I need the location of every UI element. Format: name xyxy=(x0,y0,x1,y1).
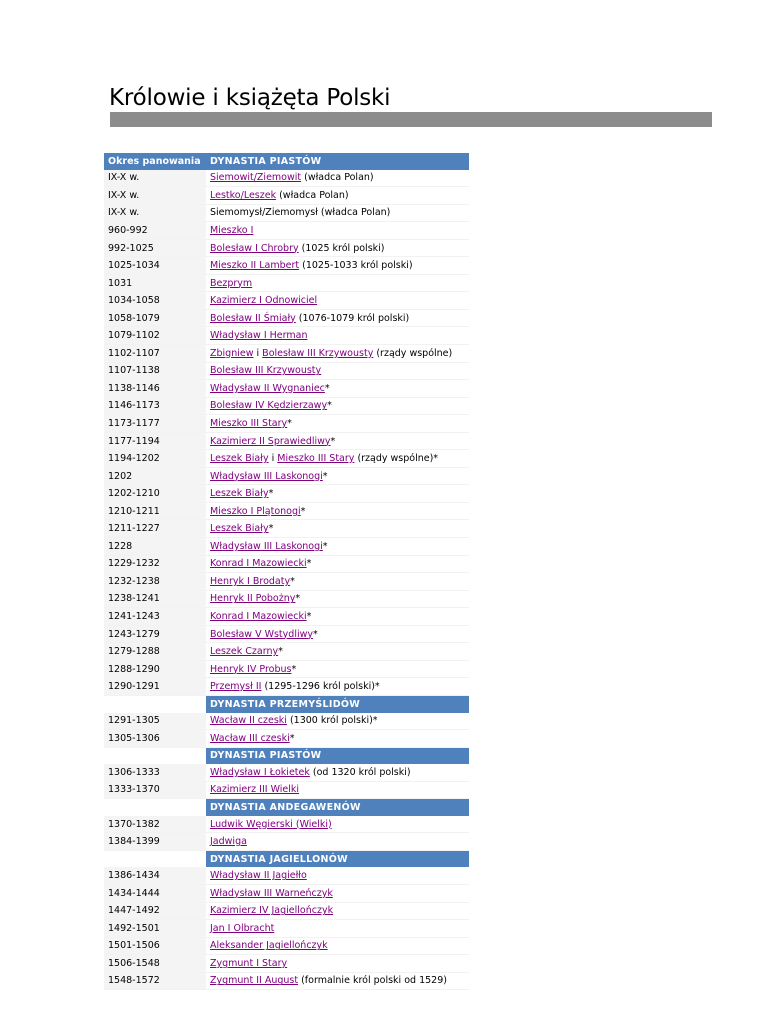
ruler-link[interactable]: Jadwiga xyxy=(210,836,247,848)
ruler-link[interactable]: Leszek Biały xyxy=(210,488,269,500)
table-row xyxy=(104,239,469,257)
ruler-link[interactable]: Bolesław IV Kędzierzawy xyxy=(210,400,328,412)
table-row xyxy=(104,502,469,520)
ruler-cell xyxy=(206,764,469,781)
table-row xyxy=(104,204,469,222)
table-row xyxy=(104,538,469,556)
ruler-cell xyxy=(206,485,469,503)
table-row xyxy=(104,955,469,973)
ruler-link[interactable]: Aleksander Jagiellończyk xyxy=(210,940,328,952)
ruler-cell xyxy=(206,867,469,884)
ruler-note: * xyxy=(289,732,295,744)
table-row xyxy=(104,920,469,938)
table-row xyxy=(104,816,469,833)
ruler-note: i xyxy=(253,347,263,359)
rulers-table xyxy=(104,153,469,990)
period-cell: 1202-1210 xyxy=(104,485,206,503)
ruler-note: (1300 król polski)* xyxy=(286,715,378,727)
ruler-cell xyxy=(206,555,469,573)
ruler-note: * xyxy=(300,505,306,517)
ruler-note: * xyxy=(291,663,297,675)
ruler-cell xyxy=(206,520,469,538)
ruler-link[interactable]: Bolesław V Wstydliwy xyxy=(210,628,313,640)
dynasty-header-row xyxy=(104,153,469,170)
ruler-link[interactable]: Mieszko I Plątonogi xyxy=(210,505,301,517)
ruler-link[interactable]: Mieszko I xyxy=(210,224,254,236)
period-cell: 1386-1434 xyxy=(104,867,206,884)
ruler-note: (1295-1296 król polski)* xyxy=(261,681,380,693)
rulers-table-body xyxy=(104,153,469,990)
table-row xyxy=(104,678,469,696)
dynasty-header: DYNASTIA PIASTÓW xyxy=(206,153,469,170)
ruler-link[interactable]: Siemowit/Ziemowit xyxy=(210,172,302,184)
period-cell: 1107-1138 xyxy=(104,362,206,380)
ruler-cell xyxy=(206,327,469,345)
ruler-note: * xyxy=(290,575,295,587)
ruler-cell xyxy=(206,538,469,556)
period-cell: 1229-1232 xyxy=(104,555,206,573)
ruler-link[interactable]: Władysław II Jagiełło xyxy=(210,870,307,882)
ruler-link[interactable]: Mieszko II Lambert xyxy=(210,260,300,272)
ruler-link[interactable]: Kazimierz IV Jagiellończyk xyxy=(210,905,334,917)
ruler-link[interactable]: Kazimierz I Odnowiciel xyxy=(210,295,318,307)
table-row xyxy=(104,937,469,955)
ruler-cell xyxy=(206,222,469,240)
ruler-cell xyxy=(206,660,469,678)
ruler-link[interactable]: Mieszko III Stary xyxy=(277,453,355,465)
ruler-cell xyxy=(206,432,469,450)
ruler-cell xyxy=(206,955,469,973)
ruler-cell xyxy=(206,345,469,363)
period-cell: 1548-1572 xyxy=(104,972,206,990)
period-cell: 1238-1241 xyxy=(104,590,206,608)
ruler-note: * xyxy=(322,540,328,552)
ruler-cell xyxy=(206,833,469,851)
ruler-link[interactable]: Władysław II Wygnaniec xyxy=(210,382,325,394)
ruler-note: (władca Polan) xyxy=(276,189,349,201)
empty-cell xyxy=(104,850,206,867)
period-cell: 1333-1370 xyxy=(104,781,206,799)
table-row xyxy=(104,972,469,990)
ruler-link[interactable]: Henryk I Brodaty xyxy=(210,575,291,587)
ruler-note: * xyxy=(268,523,274,535)
ruler-link[interactable]: Władysław I Herman xyxy=(210,330,308,342)
dynasty-header: DYNASTIA ANDEGAWENÓW xyxy=(206,799,469,816)
dynasty-header-row xyxy=(104,747,469,764)
ruler-cell xyxy=(206,239,469,257)
ruler-cell xyxy=(206,309,469,327)
period-cell: 1025-1034 xyxy=(104,257,206,275)
ruler-cell xyxy=(206,643,469,661)
ruler-note: * xyxy=(268,488,274,500)
table-row xyxy=(104,590,469,608)
ruler-note: * xyxy=(295,593,301,605)
ruler-cell xyxy=(206,608,469,626)
table-row xyxy=(104,415,469,433)
period-cell: 1146-1173 xyxy=(104,397,206,415)
empty-cell xyxy=(104,799,206,816)
table-row xyxy=(104,292,469,310)
table-row xyxy=(104,730,469,748)
ruler-cell xyxy=(206,902,469,920)
ruler-cell xyxy=(206,590,469,608)
period-cell: 1243-1279 xyxy=(104,625,206,643)
ruler-note: (rządy wspólne) xyxy=(373,347,453,359)
ruler-link[interactable]: Leszek Biały xyxy=(210,523,269,535)
ruler-link[interactable]: Lestko/Leszek xyxy=(210,189,277,201)
ruler-cell xyxy=(206,274,469,292)
ruler-note: * xyxy=(312,628,318,640)
ruler-link[interactable]: Wacław III czeski xyxy=(210,732,290,744)
dynasty-header: DYNASTIA JAGIELLONÓW xyxy=(206,850,469,867)
period-cell: 1211-1227 xyxy=(104,520,206,538)
period-cell: 1034-1058 xyxy=(104,292,206,310)
ruler-link[interactable]: Władysław III Warneńczyk xyxy=(210,887,333,899)
ruler-link[interactable]: Konrad I Mazowiecki xyxy=(210,610,307,622)
dynasty-header: DYNASTIA PRZEMYŚLIDÓW xyxy=(206,695,469,712)
ruler-link[interactable]: Zygmunt II August xyxy=(210,975,299,987)
dynasty-header-row xyxy=(104,695,469,712)
ruler-cell xyxy=(206,972,469,990)
ruler-link[interactable]: Leszek Czarny xyxy=(210,646,279,658)
table-row xyxy=(104,555,469,573)
table-row xyxy=(104,257,469,275)
ruler-link[interactable]: Henryk II Pobożny xyxy=(210,593,296,605)
ruler-cell xyxy=(206,730,469,748)
table-row xyxy=(104,833,469,851)
column-header-period: Okres panowania xyxy=(104,153,206,170)
ruler-cell xyxy=(206,170,469,187)
ruler-link[interactable]: Konrad I Mazowiecki xyxy=(210,558,307,570)
ruler-link[interactable]: Ludwik Węgierski (Wielki) xyxy=(210,818,332,830)
period-cell: 1177-1194 xyxy=(104,432,206,450)
table-row xyxy=(104,643,469,661)
table-row xyxy=(104,884,469,902)
period-cell: 1501-1506 xyxy=(104,937,206,955)
ruler-cell xyxy=(206,257,469,275)
ruler-note: * xyxy=(324,382,330,394)
ruler-link[interactable]: Henryk IV Probus xyxy=(210,663,292,675)
ruler-cell xyxy=(206,397,469,415)
ruler-note: (rządy wspólne)* xyxy=(354,453,439,465)
period-cell: 1279-1288 xyxy=(104,643,206,661)
ruler-cell xyxy=(206,816,469,833)
ruler-cell xyxy=(206,781,469,799)
period-cell: 1194-1202 xyxy=(104,450,206,468)
table-row xyxy=(104,187,469,205)
table-row xyxy=(104,274,469,292)
period-cell: 1202 xyxy=(104,467,206,485)
table-row xyxy=(104,362,469,380)
table-row xyxy=(104,573,469,591)
period-cell: IX-X w. xyxy=(104,187,206,205)
table-row xyxy=(104,902,469,920)
ruler-link[interactable]: Kazimierz II Sprawiedliwy xyxy=(210,435,331,447)
ruler-note: * xyxy=(330,435,336,447)
ruler-cell xyxy=(206,187,469,205)
dynasty-header: DYNASTIA PIASTÓW xyxy=(206,747,469,764)
ruler-note: (1076-1079 król polski) xyxy=(295,312,410,324)
dynasty-header-row xyxy=(104,799,469,816)
table-row xyxy=(104,485,469,503)
table-row xyxy=(104,608,469,626)
table-row xyxy=(104,467,469,485)
ruler-link[interactable]: Zygmunt I Stary xyxy=(210,957,288,969)
ruler-link[interactable]: Bolesław III Krzywousty xyxy=(210,365,322,377)
table-row xyxy=(104,327,469,345)
ruler-cell xyxy=(206,625,469,643)
ruler-link[interactable]: Władysław I Łokietek xyxy=(210,766,310,778)
ruler-note: * xyxy=(327,400,332,412)
table-row xyxy=(104,625,469,643)
table-row xyxy=(104,520,469,538)
table-row xyxy=(104,345,469,363)
ruler-cell xyxy=(206,380,469,398)
period-cell: 1434-1444 xyxy=(104,884,206,902)
table-row xyxy=(104,432,469,450)
ruler-cell xyxy=(206,362,469,380)
table-row xyxy=(104,764,469,781)
ruler-cell xyxy=(206,292,469,310)
ruler-cell xyxy=(206,450,469,468)
ruler-note: (1025 król polski) xyxy=(298,242,385,254)
ruler-note: i xyxy=(268,453,278,465)
empty-cell xyxy=(104,747,206,764)
period-cell: 1058-1079 xyxy=(104,309,206,327)
period-cell: 1102-1107 xyxy=(104,345,206,363)
period-cell: 1290-1291 xyxy=(104,678,206,696)
period-cell: 1232-1238 xyxy=(104,573,206,591)
table-row xyxy=(104,309,469,327)
period-cell: 1241-1243 xyxy=(104,608,206,626)
ruler-cell xyxy=(206,502,469,520)
ruler-note: * xyxy=(306,558,312,570)
ruler-note: (władca Polan) xyxy=(301,172,374,184)
ruler-cell xyxy=(206,573,469,591)
period-cell: 1079-1102 xyxy=(104,327,206,345)
period-cell: 1447-1492 xyxy=(104,902,206,920)
dynasty-header-row xyxy=(104,850,469,867)
period-cell: 1305-1306 xyxy=(104,730,206,748)
ruler-note: (formalnie król polski od 1529) xyxy=(298,975,447,987)
ruler-cell xyxy=(206,678,469,696)
period-cell: IX-X w. xyxy=(104,170,206,187)
ruler-link[interactable]: Wacław II czeski xyxy=(210,715,287,727)
ruler-cell xyxy=(206,884,469,902)
table-row xyxy=(104,170,469,187)
ruler-note: * xyxy=(287,417,292,429)
period-cell: 1370-1382 xyxy=(104,816,206,833)
ruler-cell xyxy=(206,713,469,730)
period-cell: 1288-1290 xyxy=(104,660,206,678)
ruler-note: * xyxy=(322,470,328,482)
ruler-note: * xyxy=(278,646,283,658)
empty-cell xyxy=(104,695,206,712)
ruler-link[interactable]: Władysław III Laskonogi xyxy=(210,540,323,552)
ruler-link[interactable]: Jan I Olbracht xyxy=(210,922,275,934)
ruler-note: Siemomysł/Ziemomysł (władca Polan) xyxy=(210,207,391,219)
period-cell: 1138-1146 xyxy=(104,380,206,398)
ruler-link[interactable]: Leszek Biały xyxy=(210,453,269,465)
period-cell: 1031 xyxy=(104,274,206,292)
table-row xyxy=(104,222,469,240)
ruler-cell xyxy=(206,467,469,485)
ruler-link[interactable]: Bolesław II Śmiały xyxy=(210,312,296,324)
period-cell: 1492-1501 xyxy=(104,920,206,938)
table-row xyxy=(104,781,469,799)
period-cell: 992-1025 xyxy=(104,239,206,257)
title-underline-bar xyxy=(110,112,712,127)
table-row xyxy=(104,450,469,468)
period-cell: 1291-1305 xyxy=(104,713,206,730)
period-cell: 960-992 xyxy=(104,222,206,240)
ruler-note: (od 1320 król polski) xyxy=(309,766,411,778)
ruler-link[interactable]: Bolesław III Krzywousty xyxy=(262,347,374,359)
ruler-cell xyxy=(206,937,469,955)
period-cell: 1306-1333 xyxy=(104,764,206,781)
ruler-note: * xyxy=(306,610,312,622)
period-cell: 1384-1399 xyxy=(104,833,206,851)
ruler-link[interactable]: Zbigniew xyxy=(210,347,254,359)
ruler-link[interactable]: Mieszko III Stary xyxy=(210,417,288,429)
page-title: Królowie i książęta Polski xyxy=(109,85,391,111)
period-cell: 1210-1211 xyxy=(104,502,206,520)
ruler-link[interactable]: Przemysł II xyxy=(210,681,262,693)
ruler-cell xyxy=(206,415,469,433)
ruler-link[interactable]: Władysław III Laskonogi xyxy=(210,470,323,482)
period-cell: 1173-1177 xyxy=(104,415,206,433)
ruler-cell xyxy=(206,920,469,938)
table-row xyxy=(104,397,469,415)
ruler-link[interactable]: Kazimierz III Wielki xyxy=(210,784,300,796)
ruler-link[interactable]: Bolesław I Chrobry xyxy=(210,242,299,254)
table-row xyxy=(104,713,469,730)
ruler-cell xyxy=(206,204,469,222)
period-cell: IX-X w. xyxy=(104,204,206,222)
ruler-note: (1025-1033 król polski) xyxy=(299,260,413,272)
period-cell: 1228 xyxy=(104,538,206,556)
table-row xyxy=(104,660,469,678)
period-cell: 1506-1548 xyxy=(104,955,206,973)
ruler-link[interactable]: Bezprym xyxy=(210,277,253,289)
table-row xyxy=(104,867,469,884)
table-row xyxy=(104,380,469,398)
